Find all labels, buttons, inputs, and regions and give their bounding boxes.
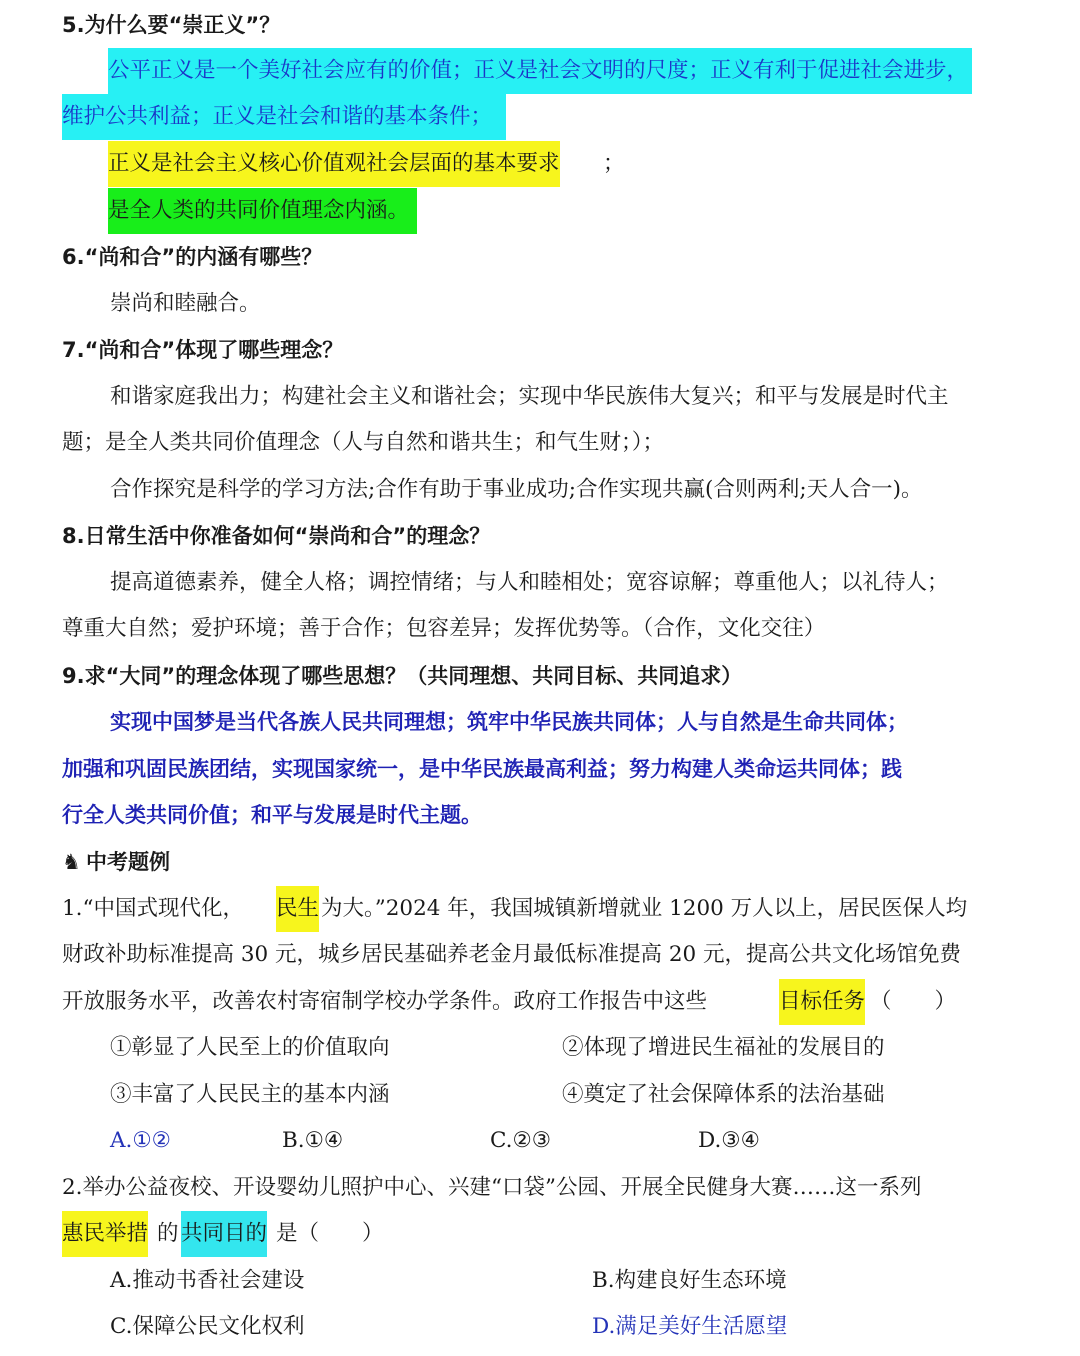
q7-row [0,327,1080,373]
ex2-choices-row-1 [0,1258,1080,1304]
stem-text: 为大。”2024 年，我国城镇新增就业 1200 万人以上，居民医保人均 [321,896,968,921]
q9-answer-line-3 [0,792,1080,838]
answer-text: 行全人类共同价值；和平与发展是时代主题。 [62,803,482,827]
highlighted-keyword: 目标任务 [779,979,865,1025]
q7-answer-line-1 [0,374,1080,420]
ex1-stem-line-2 [0,932,1080,978]
question-title: 8.日常生活中你准备如何“崇尚和合”的理念？ [62,524,491,548]
q9-row [0,653,1080,699]
highlighted-keyword: 民生 [276,886,319,932]
option-4: ④奠定了社会保障体系的法治基础 [562,1082,885,1107]
ex2-stem-line-1 [0,1165,1080,1211]
q8-row [0,513,1080,559]
q5-answer-line-3 [0,141,1080,187]
q5-answer-line-1 [0,48,1080,94]
highlighted-answer: 是全人类的共同价值理念内涵。 [108,188,417,234]
choice-c: C.②③ [490,1128,552,1153]
ex1-options-row-2 [0,1072,1080,1118]
answer-blank: 是（ ） [276,1221,384,1246]
q9-answer-line-2 [0,746,1080,792]
knight-icon: ♞ [62,850,81,874]
ex1-stem-line-1 [0,886,1080,932]
section-header [0,839,1080,885]
ex2-stem-line-2 [0,1211,1080,1257]
ex1-stem-line-3 [0,979,1080,1025]
q5-answer-line-2 [0,94,1080,140]
option-2: ②体现了增进民生福祉的发展目的 [562,1035,885,1060]
highlighted-answer: 维护公共利益；正义是社会和谐的基本条件； [62,94,506,140]
section-title: 中考题例 [86,850,170,874]
highlighted-keyword: 惠民举措 [62,1211,148,1257]
choice-b: B.构建良好生态环境 [592,1268,787,1293]
ex1-choices [0,1118,1080,1164]
q5-row [0,2,1080,48]
q8-answer-line-2 [0,606,1080,652]
choice-d-correct: D.满足美好生活愿望 [592,1314,788,1339]
option-3: ③丰富了人民民主的基本内涵 [110,1082,390,1107]
highlighted-answer: 正义是社会主义核心价值观社会层面的基本要求 [108,141,560,187]
answer-text: 提高道德素养，健全人格；调控情绪；与人和睦相处；宽容谅解；尊重他人；以礼待人； [110,570,949,595]
q6-row [0,234,1080,280]
answer-text: 实现中国梦是当代各族人民共同理想；筑牢中华民族共同体；人与自然是生命共同体； [110,710,908,734]
question-title: 9.求“大同”的理念体现了哪些思想？（共同理想、共同目标、共同追求） [62,664,743,688]
q6-answer [0,281,1080,327]
highlighted-answer: 公平正义是一个美好社会应有的价值；正义是社会文明的尺度；正义有利于促进社会进步， [108,48,972,94]
choice-c: C.保障公民文化权利 [110,1314,305,1339]
answer-blank: （ ） [870,989,957,1014]
stem-text: 2.举办公益夜校、开设婴幼儿照护中心、兴建“口袋”公园、开展全民健身大赛……这一系列 [62,1175,922,1200]
choice-a-correct: A.①② [110,1128,171,1153]
answer-text: 崇尚和睦融合。 [110,291,261,316]
choice-b: B.①④ [282,1128,344,1153]
question-title: 5.为什么要“崇正义”？ [62,13,281,37]
choice-d: D.③④ [698,1128,760,1153]
stem-text: 1.“中国式现代化， [62,896,245,921]
q7-answer-line-3 [0,467,1080,513]
q7-answer-line-2 [0,420,1080,466]
stem-text: 财政补助标准提高 30 元，城乡居民基础养老金月最低标准提高 20 元，提高公共文化场馆免费 [62,942,962,967]
q8-answer-line-1 [0,560,1080,606]
answer-text: 题；是全人类共同价值理念（人与自然和谐共生；和气生财；）； [62,430,665,455]
q5-answer-line-4 [0,188,1080,234]
question-title: 7.“尚和合”体现了哪些理念？ [62,338,344,362]
answer-text: 合作探究是科学的学习方法;合作有助于事业成功;合作实现共赢(合则两利;天人合一)。 [110,477,923,502]
question-title: 6.“尚和合”的内涵有哪些？ [62,245,323,269]
highlighted-keyword: 共同目的 [181,1211,267,1257]
ex2-choices-row-2 [0,1304,1080,1350]
answer-text: 加强和巩固民族团结，实现国家统一，是中华民族最高利益；努力构建人类命运共同体；践 [62,757,902,781]
answer-text: 尊重大自然；爱护环境；善于合作；包容差异；发挥优势等。（合作，文化交往） [62,616,826,641]
answer-text: 和谐家庭我出力；构建社会主义和谐社会；实现中华民族伟大复兴；和平与发展是时代主 [110,384,949,409]
option-1: ①彰显了人民至上的价值取向 [110,1035,390,1060]
choice-a: A.推动书香社会建设 [110,1268,305,1293]
stem-text: 的 [157,1221,179,1246]
stem-text: 开放服务水平，改善农村寄宿制学校办学条件。政府工作报告中这些 [62,989,708,1014]
punctuation: ； [603,151,625,176]
ex1-options-row-1 [0,1025,1080,1071]
q9-answer-line-1 [0,699,1080,745]
